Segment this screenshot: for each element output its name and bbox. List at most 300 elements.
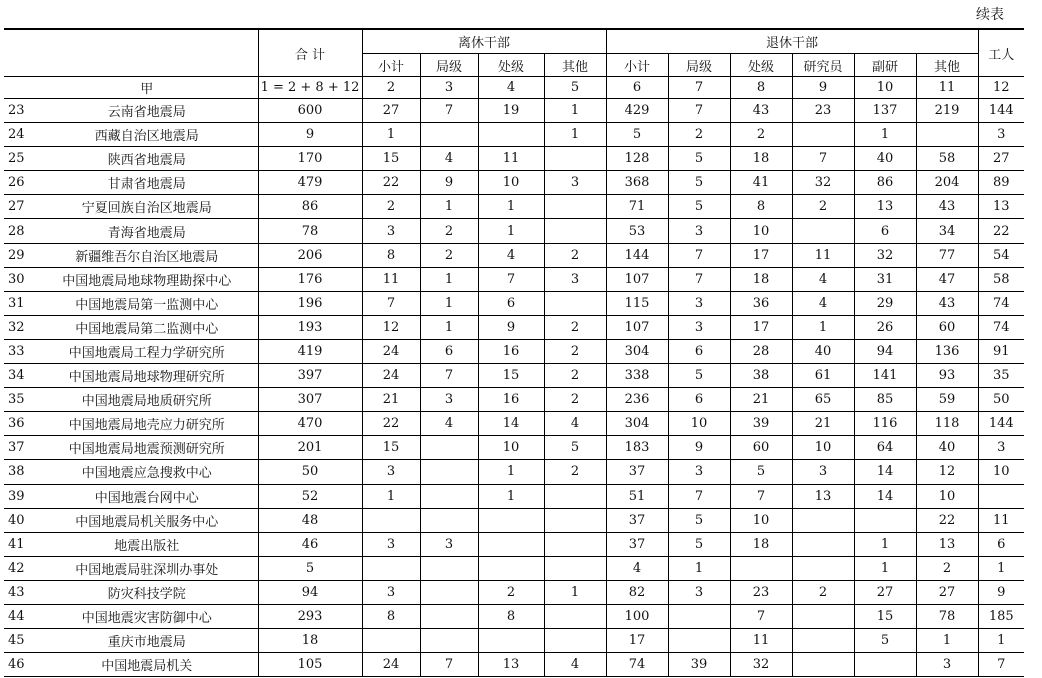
- data-cell: 10: [730, 219, 792, 243]
- data-cell: 4: [606, 556, 668, 580]
- data-cell: 3: [362, 580, 420, 604]
- data-cell: [420, 556, 478, 580]
- data-cell: [544, 291, 606, 315]
- data-cell: [420, 629, 478, 653]
- row-number: 36: [4, 412, 36, 436]
- data-cell: 7: [362, 291, 420, 315]
- data-cell: 28: [730, 339, 792, 363]
- data-cell: 8: [362, 604, 420, 628]
- data-cell: 5: [730, 460, 792, 484]
- data-cell: 8: [362, 243, 420, 267]
- table-row: [4, 291, 1024, 315]
- data-cell: 1: [792, 315, 854, 339]
- data-cell: 479: [258, 171, 362, 195]
- data-cell: 37: [606, 508, 668, 532]
- data-cell: [420, 508, 478, 532]
- table-row: [4, 267, 1024, 291]
- index-cell: 3: [420, 77, 478, 99]
- data-cell: 397: [258, 364, 362, 388]
- data-cell: 7: [730, 604, 792, 628]
- data-cell: 41: [730, 171, 792, 195]
- unit-name: 云南省地震局: [36, 99, 258, 123]
- data-cell: 15: [854, 604, 916, 628]
- data-cell: 23: [730, 580, 792, 604]
- data-cell: 3: [668, 460, 730, 484]
- data-cell: 24: [362, 653, 420, 677]
- data-cell: 1: [478, 195, 544, 219]
- data-cell: 4: [792, 291, 854, 315]
- header-total: 合 计: [258, 29, 362, 77]
- unit-name: 中国地震台网中心: [36, 484, 258, 508]
- data-cell: 64: [854, 436, 916, 460]
- data-cell: 304: [606, 339, 668, 363]
- data-cell: 7: [730, 484, 792, 508]
- table-row: [4, 532, 1024, 556]
- unit-name: 中国地震局第二监测中心: [36, 315, 258, 339]
- data-cell: 13: [478, 653, 544, 677]
- data-cell: 59: [916, 388, 978, 412]
- data-cell: 6: [978, 532, 1024, 556]
- data-cell: 4: [792, 267, 854, 291]
- data-cell: 11: [730, 629, 792, 653]
- data-cell: 1: [978, 629, 1024, 653]
- data-cell: [854, 653, 916, 677]
- row-number: 31: [4, 291, 36, 315]
- data-cell: 60: [916, 315, 978, 339]
- header-tuixiu-other: 其他: [916, 54, 978, 77]
- data-cell: [478, 532, 544, 556]
- data-cell: [420, 436, 478, 460]
- table-row: [4, 484, 1024, 508]
- unit-name: 中国地震应急搜救中心: [36, 460, 258, 484]
- data-cell: 137: [854, 99, 916, 123]
- data-cell: 13: [978, 195, 1024, 219]
- data-cell: 3: [420, 388, 478, 412]
- data-cell: 1: [544, 99, 606, 123]
- index-cell: 1 = 2 + 8 + 12: [258, 77, 362, 99]
- data-cell: 7: [792, 147, 854, 171]
- data-cell: 43: [916, 291, 978, 315]
- data-cell: 7: [420, 653, 478, 677]
- data-cell: 58: [916, 147, 978, 171]
- data-cell: 5: [854, 629, 916, 653]
- continued-label: 续表: [976, 7, 1004, 23]
- data-cell: 304: [606, 412, 668, 436]
- data-cell: 46: [258, 532, 362, 556]
- table-row: [4, 388, 1024, 412]
- data-cell: 10: [916, 484, 978, 508]
- data-cell: 4: [478, 243, 544, 267]
- data-cell: 1: [420, 195, 478, 219]
- data-cell: 37: [606, 460, 668, 484]
- data-cell: 1: [362, 484, 420, 508]
- data-cell: 3: [792, 460, 854, 484]
- data-cell: 204: [916, 171, 978, 195]
- data-cell: 170: [258, 147, 362, 171]
- data-cell: 1: [478, 484, 544, 508]
- data-cell: 14: [854, 460, 916, 484]
- data-cell: 52: [258, 484, 362, 508]
- header-lixiu-other: 其他: [544, 54, 606, 77]
- data-cell: 89: [978, 171, 1024, 195]
- header-tuixiu-bureau: 局级: [668, 54, 730, 77]
- data-cell: 5: [668, 147, 730, 171]
- data-cell: 2: [544, 315, 606, 339]
- data-cell: 53: [606, 219, 668, 243]
- data-cell: 2: [792, 580, 854, 604]
- index-cell: 4: [478, 77, 544, 99]
- data-cell: 1: [420, 267, 478, 291]
- data-cell: 2: [730, 123, 792, 147]
- unit-name: 中国地震灾害防御中心: [36, 604, 258, 628]
- data-cell: 16: [478, 339, 544, 363]
- row-number: 37: [4, 436, 36, 460]
- data-cell: 107: [606, 315, 668, 339]
- table-row: [4, 123, 1024, 147]
- data-cell: [668, 604, 730, 628]
- data-cell: 7: [420, 99, 478, 123]
- data-cell: 2: [544, 364, 606, 388]
- row-number: 46: [4, 653, 36, 677]
- row-number: 43: [4, 580, 36, 604]
- row-number: 27: [4, 195, 36, 219]
- data-cell: 144: [978, 412, 1024, 436]
- data-cell: 115: [606, 291, 668, 315]
- data-cell: [420, 484, 478, 508]
- data-cell: 6: [668, 388, 730, 412]
- data-cell: 13: [916, 532, 978, 556]
- data-cell: [792, 532, 854, 556]
- data-cell: 10: [978, 460, 1024, 484]
- data-cell: 4: [544, 653, 606, 677]
- data-cell: 6: [854, 219, 916, 243]
- data-cell: 2: [420, 219, 478, 243]
- table-row: [4, 364, 1024, 388]
- data-cell: 2: [544, 388, 606, 412]
- data-cell: 2: [544, 243, 606, 267]
- index-cell: 12: [978, 77, 1024, 99]
- data-cell: [544, 508, 606, 532]
- data-cell: 1: [916, 629, 978, 653]
- row-number: 42: [4, 556, 36, 580]
- data-cell: [916, 123, 978, 147]
- data-cell: 7: [978, 653, 1024, 677]
- row-number: 33: [4, 339, 36, 363]
- statistics-table: [4, 28, 1024, 677]
- data-cell: 9: [420, 171, 478, 195]
- data-cell: [478, 123, 544, 147]
- data-cell: 74: [606, 653, 668, 677]
- data-cell: 3: [362, 532, 420, 556]
- data-cell: 18: [730, 147, 792, 171]
- data-cell: 10: [668, 412, 730, 436]
- data-cell: 3: [668, 580, 730, 604]
- table-row: [4, 653, 1024, 677]
- data-cell: 85: [854, 388, 916, 412]
- data-cell: [420, 604, 478, 628]
- data-cell: 31: [854, 267, 916, 291]
- data-cell: 3: [978, 123, 1024, 147]
- data-cell: 82: [606, 580, 668, 604]
- data-cell: 12: [362, 315, 420, 339]
- row-number: 24: [4, 123, 36, 147]
- data-cell: 71: [606, 195, 668, 219]
- data-cell: 94: [258, 580, 362, 604]
- data-cell: 2: [668, 123, 730, 147]
- data-cell: 40: [792, 339, 854, 363]
- unit-name: 防灾科技学院: [36, 580, 258, 604]
- data-cell: 40: [916, 436, 978, 460]
- header-workers: 工人: [978, 29, 1024, 77]
- data-cell: 27: [854, 580, 916, 604]
- row-number: 32: [4, 315, 36, 339]
- unit-name: 中国地震局驻深圳办事处: [36, 556, 258, 580]
- data-cell: 22: [362, 412, 420, 436]
- data-cell: 4: [544, 412, 606, 436]
- data-cell: 15: [362, 436, 420, 460]
- data-cell: 116: [854, 412, 916, 436]
- data-cell: [854, 508, 916, 532]
- data-cell: 26: [854, 315, 916, 339]
- data-cell: 58: [978, 267, 1024, 291]
- data-cell: 368: [606, 171, 668, 195]
- data-cell: 6: [420, 339, 478, 363]
- data-cell: 32: [792, 171, 854, 195]
- data-cell: 1: [854, 123, 916, 147]
- data-cell: 91: [978, 339, 1024, 363]
- header-tuixiu-subtotal: 小计: [606, 54, 668, 77]
- table-row: [4, 508, 1024, 532]
- data-cell: 2: [544, 460, 606, 484]
- data-cell: 39: [730, 412, 792, 436]
- data-cell: 15: [478, 364, 544, 388]
- index-cell: 9: [792, 77, 854, 99]
- data-cell: 32: [854, 243, 916, 267]
- data-cell: 4: [420, 147, 478, 171]
- data-cell: 48: [258, 508, 362, 532]
- index-cell: 7: [668, 77, 730, 99]
- data-cell: 7: [668, 99, 730, 123]
- data-cell: [478, 508, 544, 532]
- data-cell: 7: [478, 267, 544, 291]
- data-cell: [362, 556, 420, 580]
- data-cell: 9: [258, 123, 362, 147]
- index-cell: 8: [730, 77, 792, 99]
- data-cell: 1: [478, 460, 544, 484]
- row-number: 25: [4, 147, 36, 171]
- data-cell: [978, 484, 1024, 508]
- data-cell: 36: [730, 291, 792, 315]
- data-cell: [544, 532, 606, 556]
- data-cell: 2: [420, 243, 478, 267]
- data-cell: 338: [606, 364, 668, 388]
- data-cell: [792, 604, 854, 628]
- data-cell: 9: [978, 580, 1024, 604]
- data-cell: 3: [544, 267, 606, 291]
- data-cell: 5: [668, 508, 730, 532]
- data-cell: 236: [606, 388, 668, 412]
- data-cell: 100: [606, 604, 668, 628]
- row-number: 34: [4, 364, 36, 388]
- data-cell: 6: [668, 339, 730, 363]
- data-cell: 43: [730, 99, 792, 123]
- unit-name: 重庆市地震局: [36, 629, 258, 653]
- unit-name: 中国地震局机关: [36, 653, 258, 677]
- row-number: 39: [4, 484, 36, 508]
- table-row: [4, 147, 1024, 171]
- data-cell: 10: [730, 508, 792, 532]
- data-cell: [544, 219, 606, 243]
- header-lixiu-bureau: 局级: [420, 54, 478, 77]
- data-cell: 107: [606, 267, 668, 291]
- header-tuixiu-group: 退休干部: [606, 29, 978, 54]
- data-cell: 2: [916, 556, 978, 580]
- unit-name: 中国地震局地球物理勘探中心: [36, 267, 258, 291]
- data-cell: 86: [258, 195, 362, 219]
- data-cell: 61: [792, 364, 854, 388]
- data-cell: 219: [916, 99, 978, 123]
- data-cell: 18: [258, 629, 362, 653]
- data-cell: 193: [258, 315, 362, 339]
- row-number: 45: [4, 629, 36, 653]
- header-tuixiu-associate: 副研: [854, 54, 916, 77]
- data-cell: [544, 195, 606, 219]
- unit-name: 西藏自治区地震局: [36, 123, 258, 147]
- row-number: 41: [4, 532, 36, 556]
- data-cell: 27: [916, 580, 978, 604]
- data-cell: 38: [730, 364, 792, 388]
- data-cell: [668, 629, 730, 653]
- data-cell: 17: [730, 243, 792, 267]
- data-cell: 17: [606, 629, 668, 653]
- data-cell: 1: [544, 123, 606, 147]
- data-cell: 1: [854, 532, 916, 556]
- data-cell: 1: [978, 556, 1024, 580]
- data-cell: 11: [792, 243, 854, 267]
- data-cell: 5: [606, 123, 668, 147]
- table-row: [4, 339, 1024, 363]
- index-cell: 5: [544, 77, 606, 99]
- data-cell: 40: [854, 147, 916, 171]
- data-cell: 78: [258, 219, 362, 243]
- row-number: 35: [4, 388, 36, 412]
- data-cell: 201: [258, 436, 362, 460]
- data-cell: 1: [362, 123, 420, 147]
- data-cell: 29: [854, 291, 916, 315]
- table-row: [4, 243, 1024, 267]
- data-cell: 11: [978, 508, 1024, 532]
- data-cell: 3: [362, 219, 420, 243]
- data-cell: 14: [478, 412, 544, 436]
- data-cell: [792, 508, 854, 532]
- data-cell: 1: [478, 219, 544, 243]
- index-cell: [4, 77, 36, 99]
- index-cell: 10: [854, 77, 916, 99]
- header-rownum: [4, 29, 36, 77]
- column-index-row: [4, 77, 1024, 99]
- data-cell: 5: [668, 171, 730, 195]
- table-row: [4, 460, 1024, 484]
- data-cell: 21: [362, 388, 420, 412]
- data-cell: [544, 147, 606, 171]
- data-cell: [792, 556, 854, 580]
- row-number: 38: [4, 460, 36, 484]
- data-cell: 19: [478, 99, 544, 123]
- data-cell: 1: [544, 580, 606, 604]
- table-row: [4, 99, 1024, 123]
- data-cell: 77: [916, 243, 978, 267]
- data-cell: [362, 508, 420, 532]
- data-cell: 7: [668, 484, 730, 508]
- data-cell: 206: [258, 243, 362, 267]
- row-number: 40: [4, 508, 36, 532]
- unit-name: 中国地震局地壳应力研究所: [36, 412, 258, 436]
- row-number: 30: [4, 267, 36, 291]
- data-cell: 5: [668, 532, 730, 556]
- data-cell: [420, 460, 478, 484]
- header-lixiu-group: 离休干部: [362, 29, 606, 54]
- unit-name: 新疆维吾尔自治区地震局: [36, 243, 258, 267]
- data-cell: [420, 123, 478, 147]
- unit-name: 中国地震局机关服务中心: [36, 508, 258, 532]
- data-cell: 10: [478, 171, 544, 195]
- data-cell: 185: [978, 604, 1024, 628]
- data-cell: 141: [854, 364, 916, 388]
- data-cell: [420, 580, 478, 604]
- data-cell: [478, 556, 544, 580]
- data-cell: 600: [258, 99, 362, 123]
- unit-name: 中国地震局工程力学研究所: [36, 339, 258, 363]
- data-cell: 24: [362, 364, 420, 388]
- data-cell: 22: [916, 508, 978, 532]
- row-number: 23: [4, 99, 36, 123]
- data-cell: [544, 484, 606, 508]
- data-cell: 7: [668, 243, 730, 267]
- data-cell: 5: [544, 436, 606, 460]
- data-cell: 419: [258, 339, 362, 363]
- data-cell: 144: [978, 99, 1024, 123]
- header-tuixiu-division: 处级: [730, 54, 792, 77]
- data-cell: 65: [792, 388, 854, 412]
- data-cell: [792, 629, 854, 653]
- data-cell: 6: [478, 291, 544, 315]
- unit-name: 青海省地震局: [36, 219, 258, 243]
- data-cell: 136: [916, 339, 978, 363]
- data-cell: 128: [606, 147, 668, 171]
- data-cell: 50: [978, 388, 1024, 412]
- data-cell: 1: [668, 556, 730, 580]
- data-cell: [730, 556, 792, 580]
- data-cell: 1: [854, 556, 916, 580]
- data-cell: 27: [978, 147, 1024, 171]
- data-cell: 3: [362, 460, 420, 484]
- unit-name: 甘肃省地震局: [36, 171, 258, 195]
- data-cell: 9: [478, 315, 544, 339]
- data-cell: [792, 653, 854, 677]
- data-cell: 5: [668, 195, 730, 219]
- data-cell: 183: [606, 436, 668, 460]
- unit-name: 陕西省地震局: [36, 147, 258, 171]
- table-row: [4, 219, 1024, 243]
- data-cell: 43: [916, 195, 978, 219]
- data-cell: 10: [478, 436, 544, 460]
- data-cell: 4: [420, 412, 478, 436]
- data-cell: 21: [730, 388, 792, 412]
- table-row: [4, 436, 1024, 460]
- table-row: [4, 580, 1024, 604]
- data-cell: 105: [258, 653, 362, 677]
- data-cell: 1: [420, 315, 478, 339]
